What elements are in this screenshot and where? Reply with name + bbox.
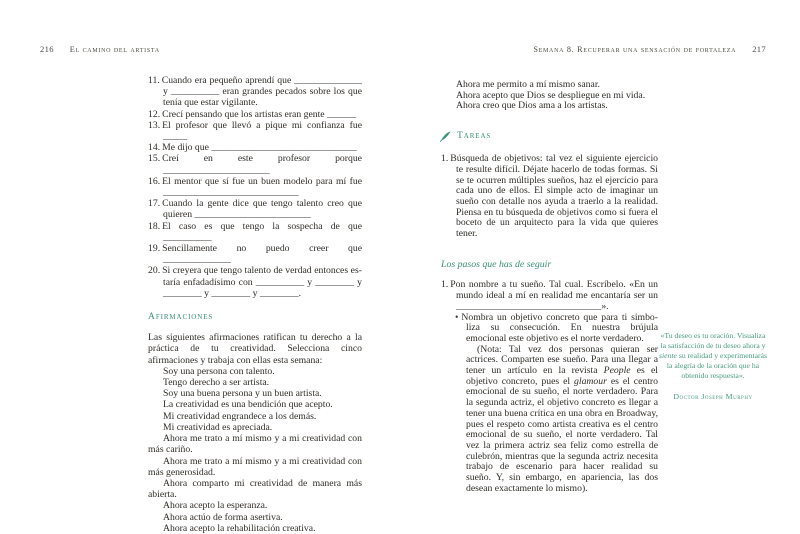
bullet-glyph: • xyxy=(455,311,459,323)
running-title-right: Semana 8. Recuperar una sensación de fortaleza xyxy=(533,45,737,54)
item-number: 20. xyxy=(148,265,161,277)
paso-bullet-item xyxy=(455,313,658,345)
tareas-heading-label: Tareas xyxy=(457,130,492,142)
affirmation-line: Ahora acepto la rehabilitación creativa. xyxy=(163,522,316,534)
item-number: 14. xyxy=(148,142,161,154)
margin-quote-text xyxy=(658,331,768,381)
item-text: Creí en este profesor porque ______________________ xyxy=(162,153,362,176)
afirmaciones-heading: Afirmaciones xyxy=(148,311,214,323)
item-number: 15. xyxy=(148,153,161,165)
affirmation-line: Ahora comparto mi creatividad de manera más abierta. xyxy=(148,477,362,501)
quote-italic-siente: siente xyxy=(658,351,677,360)
affirmation-line: Mi creatividad es apreciada. xyxy=(163,421,273,433)
pasos-heading: Los pasos que has de seguir xyxy=(441,258,552,270)
affirmation-line: Mi creatividad engrandece a los demás. xyxy=(163,410,317,422)
affirmation-line: Tengo derecho a ser artista. xyxy=(163,377,270,389)
page-number-left: 216 xyxy=(40,44,54,54)
item-text: Sencillamente no puedo creer que ______________ xyxy=(162,243,362,266)
left-page-column xyxy=(148,75,362,534)
affirmation-line: Ahora acepto la esperanza. xyxy=(163,500,268,512)
nota-paragraph xyxy=(466,345,658,495)
exercise-item-15 xyxy=(148,153,362,175)
nota-italic-glamour: glamour xyxy=(574,375,607,387)
exercise-item-11 xyxy=(148,75,362,109)
affirmation-line: Soy una persona con talento. xyxy=(163,365,275,377)
affirmation-line: Ahora me trato a mí mismo y a mi creatividad con más generosidad. xyxy=(148,455,362,478)
quote-attribution: Doctor Joseph Murphy xyxy=(673,392,753,401)
item-text: Cuando la gente dice que tengo talento creo que quieren ________________________ xyxy=(162,198,362,221)
affirmation-line: Ahora me trato a mí mismo y a mi creatividad con más cariño. xyxy=(148,433,362,456)
running-head-right xyxy=(380,44,766,54)
quote-text: su realidad y experimentarás la alegría de la oración que ha obtenido respuesta». xyxy=(666,351,767,380)
exercise-item-20 xyxy=(148,265,362,299)
tarea-item-1 xyxy=(441,154,658,240)
exercise-item-12 xyxy=(148,109,362,120)
running-title-left: El camino del artista xyxy=(69,45,160,54)
affirmation-line: Ahora creo que Dios ama a los artistas. xyxy=(456,100,608,112)
quote-text: «Tu deseo es tu oración. Visualiza la satisfacción de tu deseo ahora y xyxy=(660,331,766,350)
item-text: Crecí pensando que los artistas eran gente ______ xyxy=(162,108,357,120)
nota-text: es el centro emocional de su sueño, el norte verdadero. Para la segunda actriz, el objetivo concreto es llegar a tener una buena crítica en una obra en Broadway, pues el respeto como artista creativa es el centro emocional de su sueño, el norte verdadero. Tal vez la primera actriz sea feliz como estrella de culebrón, mientras que la segunda actriz necesita trabajo de escenario para hacer realidad su sueño. Y, sin embargo, en apariencia, las dos desean exactamente lo mismo). xyxy=(466,375,658,494)
afirmaciones-intro: Las siguientes afirmaciones ratifican tu derecho a la práctica de tu creatividad. Selecciona cinco afirmaciones y trabaja con ellas esta semana: xyxy=(148,332,362,366)
nota-italic-people: People xyxy=(603,365,631,377)
affirmation-line: Soy una buena persona y un buen artista. xyxy=(163,388,322,400)
item-number: 12. xyxy=(148,108,161,120)
item-text: El profesor que llevó a pique mi confianza fue _____ xyxy=(162,119,362,143)
exercise-item-16 xyxy=(148,176,362,198)
affirmation-line: La creatividad es una bendición que acepto. xyxy=(163,399,333,411)
paso-item-1 xyxy=(441,280,658,312)
item-text: Búsqueda de objetivos: tal vez el siguiente ejercicio te resulte difícil. Déjate hacerlo de todas formas. Si se te ocurren múltiples sueños, haz el ejercicio para cada uno de ellos. El simple acto de imaginar un sueño con detalle nos ayuda a traerlo a la realidad. Piensa en tu búsqueda de objetivos como si fuera el boceto de un arquitecto para la vida que quieres tener. xyxy=(450,153,658,240)
item-text: Me dijo que ______________________________ xyxy=(162,142,357,154)
item-text: Si creyera que tengo talento de verdad entonces estaría enfadadísimo con __________ y ________ y ________ y ________ y ________. xyxy=(162,265,362,299)
right-page-column xyxy=(441,80,658,495)
page-number-right: 217 xyxy=(752,44,766,54)
item-number: 1. xyxy=(441,279,449,291)
item-number: 13. xyxy=(148,119,161,131)
running-head-left xyxy=(40,44,160,54)
nota-text: es el objetivo concreto, pues el xyxy=(466,365,658,387)
tareas-heading xyxy=(439,130,658,143)
item-number: 11. xyxy=(148,75,160,86)
affirmation-line: Ahora actúo de forma asertiva. xyxy=(163,511,283,523)
exercise-item-13 xyxy=(148,120,362,142)
item-text: El mentor que sí fue un buen modelo para mí fue ____________________________ xyxy=(162,175,362,199)
item-text: Pon nombre a tu sueño. Tal cual. Escríbelo. «En un mundo ideal a mí en realidad me encantaría ser un ______________________________». xyxy=(450,279,658,312)
exercise-item-18 xyxy=(148,221,362,243)
affirmation-line: Ahora me permito a mí mismo sanar. xyxy=(456,79,600,90)
nota-text: (Nota: Tal vez dos personas quieran ser actrices. Comparten ese sueño. Para una llegar a tener un artículo en la revista xyxy=(466,343,658,377)
item-number: 18. xyxy=(148,220,161,232)
affirmation-line: Ahora acepto que Dios se despliegue en mi vida. xyxy=(456,89,646,101)
bullet-text: Nombra un objetivo concreto que para ti simboliza su consecución. En nuestra brújula emocional este objetivo es el norte verdadero. xyxy=(461,311,658,344)
item-number: 19. xyxy=(148,243,161,255)
exercise-item-17 xyxy=(148,198,362,220)
exercise-item-19 xyxy=(148,243,362,265)
item-number: 16. xyxy=(148,175,161,187)
exercise-item-14 xyxy=(148,142,362,153)
margin-quote xyxy=(658,331,768,402)
quill-icon xyxy=(439,130,452,143)
item-number: 1. xyxy=(441,153,449,165)
item-number: 17. xyxy=(148,198,161,210)
item-text: Cuando era pequeño aprendí que ______________ y __________ eran grandes pecados sobre los que tenía que estar vigilante. xyxy=(161,75,362,109)
item-text: El caso es que tengo la sospecha de que __________ xyxy=(162,220,362,243)
